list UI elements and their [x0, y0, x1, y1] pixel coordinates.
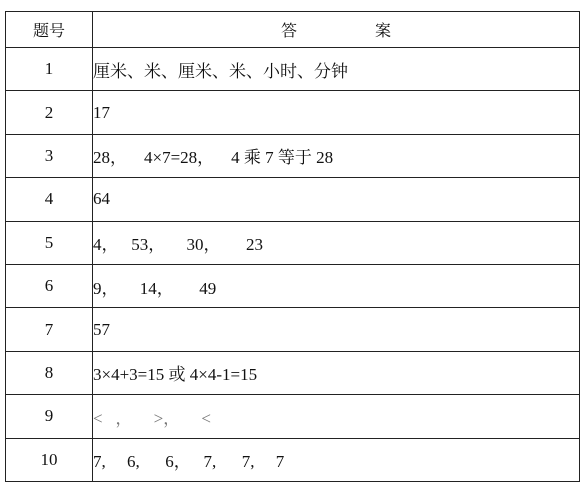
- table-row: [6, 134, 580, 177]
- table-row: [6, 351, 580, 394]
- answer-cell: 9， 14， 49: [93, 264, 580, 307]
- answer-cell: 7, 6, 6， 7, 7, 7: [93, 438, 580, 481]
- answer-cell: 28， 4×7=28， 4 乘 7 等于 28: [93, 134, 580, 177]
- table-header-row: [6, 12, 580, 48]
- answer-cell: 64: [93, 178, 580, 221]
- question-number: 4: [6, 178, 93, 221]
- answer-cell: 厘米、米、厘米、米、小时、分钟: [93, 48, 580, 91]
- question-number: 5: [6, 221, 93, 264]
- question-number: 10: [6, 438, 93, 481]
- answer-cell: 4， 53， 30， 23: [93, 221, 580, 264]
- table-row: [6, 178, 580, 221]
- table-row: [6, 221, 580, 264]
- question-number: 9: [6, 395, 93, 438]
- question-number: 1: [6, 48, 93, 91]
- table-row: [6, 91, 580, 134]
- answer-header-part1: 答: [280, 21, 297, 40]
- column-header-number: 题号: [6, 12, 93, 48]
- column-header-answer: [93, 12, 580, 48]
- answer-cell: 57: [93, 308, 580, 351]
- question-number: 3: [6, 134, 93, 177]
- answer-table: [5, 11, 580, 482]
- table-row: [6, 438, 580, 481]
- answer-cell: 3×4+3=15 或 4×4-1=15: [93, 351, 580, 394]
- table-row: [6, 48, 580, 91]
- answer-cell: 17: [93, 91, 580, 134]
- question-number: 8: [6, 351, 93, 394]
- table-row: [6, 308, 580, 351]
- table-row: [6, 395, 580, 438]
- answer-header-part2: 案: [375, 21, 392, 40]
- question-number: 2: [6, 91, 93, 134]
- answer-cell: < ， >， <: [93, 395, 580, 438]
- question-number: 6: [6, 264, 93, 307]
- question-number: 7: [6, 308, 93, 351]
- table-row: [6, 264, 580, 307]
